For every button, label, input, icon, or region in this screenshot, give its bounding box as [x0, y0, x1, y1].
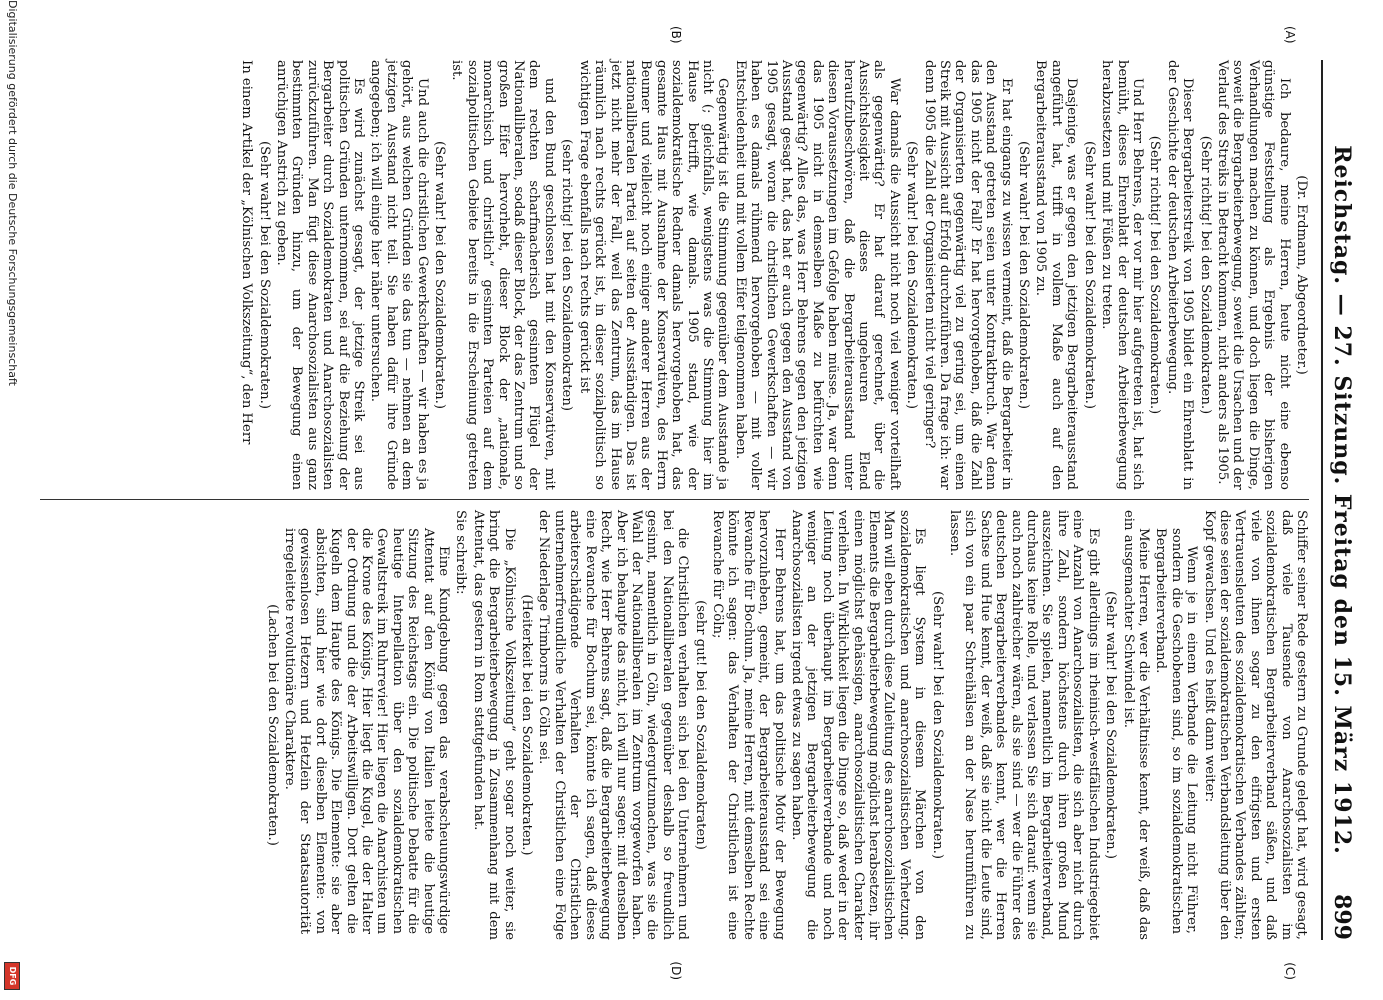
margin-marker-c: (C)	[1283, 962, 1297, 980]
paragraph: Eine Kundgebung gegen das verabscheuungswürdige Attentat auf den König von Italien leitete die heutige Sitzung des Reichstags ein. Die politische Debatte für die heutige Interpellation über den sozialdemokratischen Gewaltstreik im Ruhrrevier! Hier liegen die Anarchisten um die Krone des Königs, Hier liegt die Kugel, die der Halter der Ordnung und die der Arbeitswilligen. Dort gelten die Kugeln dem Haupte des Königs. Die Elemente: sie aber absichten, sind hier wie dort dieselben Elemente: von gewissenlosen Hetzern und Hetzlein der Staatsautorität irregeleitete revolutionäre Charaktere.	[282, 528, 452, 934]
paragraph: Wenn je in einem Verbande die Leitung nicht Führer, sondern die Geschobenen sind, so im sozialdemokratischen Bergarbeiterverband.	[1153, 528, 1200, 934]
interjection: (Sehr wahr! bei den Sozialdemokraten.)	[1081, 141, 1097, 409]
interjection: (sehr gut! bei den Sozialdemokraten)	[692, 600, 708, 850]
paragraph: Und auch die christlichen Gewerkschaften — wir haben es ja gehört, aus welchen Gründen sie das tun — nehmen an dem jetzigen Ausstand nicht teil. Sie haben dafür ihre Gründe angegeben; ich will einige hier näher untersuchen.	[368, 60, 430, 490]
interjection: (Sehr wahr! bei den Sozialdemokraten.)	[1016, 141, 1032, 409]
interjection: (Sehr richtig! bei den Sozialdemokraten.)	[1147, 135, 1163, 415]
header-page-number: 899	[1329, 894, 1355, 940]
left-text-column	[40, 60, 1309, 490]
paragraph: In einem Artikel der „Kölnischen Volkszeitung“, den Herr	[239, 60, 255, 445]
margin-marker-a: (A)	[1283, 26, 1297, 44]
paragraph: Er hat eingangs zu wissen vermeint, daß die Bergarbeiter in den Ausstand getreten seien unter Kontraktbruch. War denn das 1905 nicht der Fall? Er hat hervorgehoben, daß die Zahl der Organisierten gegenwärtig viel zu gering sei, um einen Streik mit Aussicht auf Erfolg durchzuführen. Da frage ich: war denn 1905 die Zahl der Organisierten nicht viel geringer?	[921, 60, 1014, 490]
interjection: (Dr. Erdmann, Abgeordneter.)	[1294, 175, 1309, 375]
interjection: (Sehr wahr! bei den Sozialdemokraten.)	[1103, 591, 1119, 859]
interjection: (Lachen bei den Sozialdemokraten.)	[264, 604, 280, 846]
right-text-column	[40, 510, 1309, 940]
paragraph: Die „Kölnische Volkszeitung“ geht sogar noch weiter, sie bringt die Bergarbeiterbewegung in Zusammenhang mit dem Attentat, das gestern in Rom stattgefunden hat.	[470, 510, 517, 940]
paragraph: Es liegt System in diesem Märchen von den sozialdemokratischen und anarchosozialistischen Verhetzung. Man will eben durch diese Zuleitung des anarchosozialistischen Elements die Bergarbeiterbewegung möglichst herabsetzen, ihr einen möglichst gehässigen, anarchosozialistischen Charakter verleihen. In Wirklichkeit liegen die Dinge so, daß weder in der Leitung noch überhaupt im Bergarbeiterverbande und noch weniger an der jetzigen Bergarbeiterbewegung die Anarchosozialisten irgend etwas zu sagen haben.	[789, 510, 928, 940]
paragraph: Und Herr Behrens, der vor mir hier aufgetreten ist, hat sich bemüht, dieses Ehrenblatt der deutschen Arbeiterbewegung herabzusetzen und mit Füßen zu treten.	[1099, 60, 1145, 490]
paragraph: Schiffer seiner Rede gestern zu Grunde gelegt hat, wird gesagt, daß viele Tausende von Anarchosozialisten im sozialdemokratischen Bergarbeiterverband säßen, und daß viele von ihnen sogar zu den eifrigsten und ersten Vertrauensleuten des sozialdemokratischen Verbandes zählten; diese seien der sozialdemokratischen Verbandsleitung über den Kopf gewachsen. Und es heißt dann weiter:	[1201, 510, 1309, 940]
margin-marker-d: (D)	[669, 961, 683, 980]
interjection: (Heiterkeit bei den Sozialdemokraten.)	[519, 594, 535, 856]
paragraph: Gegenwärtig ist die Stimmung gegenüber dem Ausstande ja nicht (; gleichfalls, wenigstens was die Stimmung hier im Hause betrifft, wie damals. 1905 stand, wie der sozialdemokratische Redner damals hervorgehoben hat, das gesamte Haus mit Ausnahme der Konservativen, des Herrn Beumer und vielleicht noch einiger anderer Herren aus der nationalliberalen Partei auf seiten der Ausständigen. Das ist jetzt nicht mehr der Fall, weil das Zentrum, das im Hause räumlich nach rechts gerückt ist, in dieser sozialpolitisch so wichtigen Frage ebenfalls nach rechts gerückt ist	[576, 60, 731, 490]
paragraph: die Christlichen verhalten sich bei den Unternehmern und bei den Nationalliberalen gegenüber deshalb so freundlich gesinnt, namentlich in Cöln, wiedergutzumachen, was sie die Wahl der Nationalliberalen im Zentrum vorgeworfen haben. Aber ich behaupte das nicht, ich will nur sagen: mit denselben Recht, wie Herr Behrens sagt, daß die Bergarbeiterbewegung eine Revanche für Bochum sei, könnte ich sagen, daß dieses arbeiterschädigende Verhalten der Christlichen unternehmerfreundliche Verhalten der Christlichen eine Folge der Niederlage Trimborns in Cöln sei.	[536, 510, 691, 940]
digitization-credit: Digitalisierung gefördert durch die Deutsche Forschungsgemeinschaft	[6, 0, 19, 386]
column-divider	[40, 499, 1309, 500]
header-title: Reichstag. — 27. Sitzung. Freitag den 15. März 1912.	[1329, 145, 1355, 855]
paragraph: Dasjenige, was er gegen den jetzigen Bergarbeiterausstand angeführt hat, trifft in vollem Maße auch auf den Bergarbeiterausstand von 1905 zu.	[1033, 60, 1080, 490]
paragraph: Dieser Bergarbeiterstreik von 1905 bildet ein Ehrenblatt in der Geschichte der deutschen Arbeiterbewegung.	[1164, 60, 1196, 490]
interjection: (Sehr wahr! bei den Sozialdemokraten.)	[432, 141, 448, 409]
interjection: (Sehr wahr! bei den Sozialdemokraten.)	[904, 141, 920, 409]
interjection: (Sehr richtig! bei den Sozialdemokraten.)	[1197, 135, 1213, 415]
paragraph: Es wird zunächst gesagt, der jetzige Streik sei aus politischen Gründen unternommen, sei auf die Beziehung der Bergarbeiter durch Sozialdemokraten und Anarchosozialisten zurückzuführen. Man fügt diese Anarchosozialisten aus ganz bestimmten Gründen hinzu, um der Bewegung einen anrüchigen Anstrich zu geben.	[274, 60, 367, 490]
paragraph: Herr Behrens hat, um das politische Motiv der Bewegung hervorzuheben, gemeint, der Bergarbeiterausstand sei eine Revanche für Bochum. Ja, meine Herren, mit demselben Rechte könnte ich sagen: das Verhalten der Christlichen ist eine Revanche für Cöln;	[709, 510, 787, 940]
paragraph: und den Bund geschlossen hat mit den Konservativen, mit dem rechten scharfmacherisch gesinnten Flügel der Nationalliberalen, sodaß dieser Block, der das Zentrum und so großen Eifer hervorhebt, dieser Block der „nationale, monarchisch und christlich“ gesinnten Parteien auf dem sozialpolitischen Gebiete bereits in die Erscheinung getreten ist.	[449, 60, 557, 490]
paragraph: Sie schreibt:	[453, 510, 469, 595]
interjection: (Sehr wahr! bei den Sozialdemokraten.)	[929, 591, 945, 859]
paragraph: Ich bedaure, meine Herren, heute nicht eine ebenso günstige Feststellung als Ergebnis der bisherigen Verhandlungen machen zu können, und doch liegen die Dinge, soweit die Bergarbeiterbewegung, soweit die Ursachen und der Verlauf des Streiks in Betracht kommen, nicht anders als 1905.	[1214, 60, 1292, 490]
interjection: (Sehr wahr! bei den Sozialdemokraten.)	[256, 141, 272, 409]
paragraph: War damals die Aussicht nicht noch viel weniger vorteilhaft als gegenwärtig? Er hat darauf gerechnet, über die Aussichtslosigkeit dieses ungeheuren Elend heraufzubeschwören, daß die Bergarbeiterausstand unter diesen Voraussetzungen im Gefolge haben müsse. Ja, war denn das 1905 nicht in demselben Maße zu befürchten wie gegenwärtig? Alles das, was Herr Behrens gegen den jetzigen Ausstand gesagt hat, das hat er auch gegen den Ausstand von 1905 gesagt, woran die christlichen Gewerkschaften — wir haben es damals rühmend hervorgehoben — mit voller Entschiedenheit und mit vollem Eifer teilgenommen haben.	[732, 60, 902, 490]
margin-marker-b: (B)	[669, 26, 683, 44]
paragraph: Es gibt allerdings im rheinisch-westfälischen Industriegebiet eine Anzahl von Anarchosozialisten, die sich aber nicht durch ihre Zahl, sondern höchstens durch ihren großen Mund auszeichnen. Sie spielen, namentlich im Bergarbeiterverband, durchaus keine Rolle, und verlassen Sie sich darauf: wenn sie auch noch zahlreicher wären, als sie sind — wer die Führer des deutschen Bergarbeiterverbandes kennt, wer die Herren Sachse und Hue kennt, der weiß, daß sie nicht die Leute sind, sich von ein paar Schreihälsen an der Nase herumführen zu lassen.	[947, 510, 1101, 940]
interjection: (sehr richtig! bei den Sozialdemokraten)	[559, 139, 575, 411]
paragraph: Meine Herren, wer die Verhältnisse kennt, der weiß, daß das ein ausgemachter Schwindel ist.	[1120, 510, 1151, 940]
page-header	[1321, 60, 1359, 940]
dfg-logo: DFG	[4, 962, 20, 990]
